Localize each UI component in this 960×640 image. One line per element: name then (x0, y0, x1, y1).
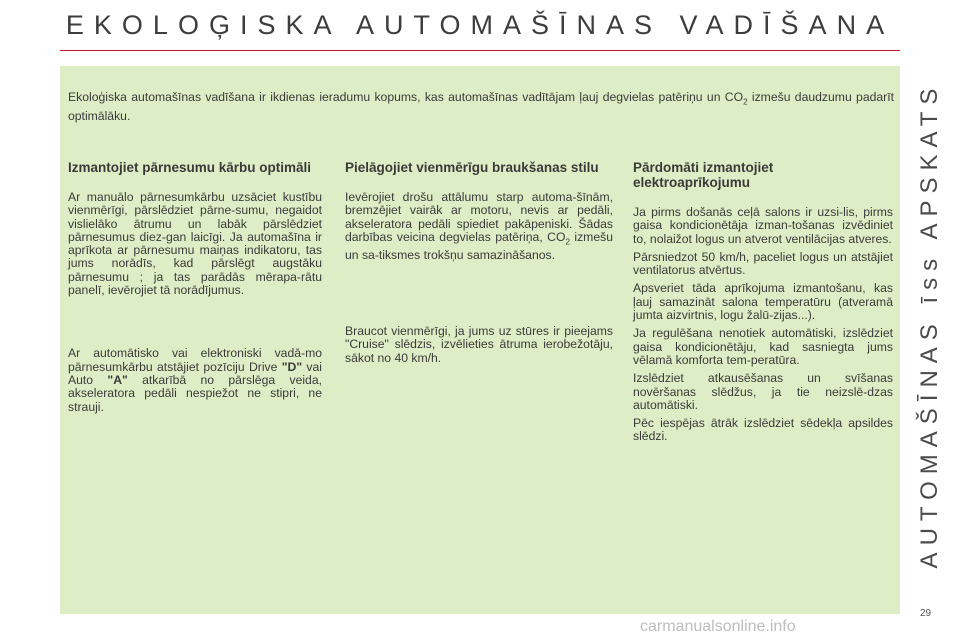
paragraph-windows: Pārsniedzot 50 km/h, paceliet logus un atstājiet ventilatorus atvērtus. (633, 249, 893, 278)
page-number: 29 (920, 608, 932, 619)
heading-gearbox: Izmantojiet pārnesumu kārbu optimāli (68, 160, 312, 175)
paragraph-seat-heating: Pēc iespējas ātrāk izslēdziet sēdekļa apsildes slēdzi. (633, 416, 893, 444)
paragraph-cruise: Braucot vienmērīgi, ja jums uz stūres ir pieejams "Cruise" slēdzis, izvēlieties ātruma ierobežotāju, sākot no 40 km/h. (345, 323, 613, 365)
intro-paragraph: Ekoloģiska automašīnas vadīšana ir ikdienas ieradumu kopums, kas automašīnas vadītājam ļauj degvielas patēriņu un $CO_2$ izmešu daudzumu padarīt optimālāku. (68, 90, 894, 124)
watermark: carmanualsonline.info (640, 618, 796, 635)
column-driving-style (345, 160, 613, 365)
side-tab (906, 60, 954, 590)
paragraph-defrost: Izslēdziet atkausēšanas un svīšanas novēršanas slēdžus, ja tie neizslē-dzas automātiski. (633, 371, 893, 412)
column-electrical-equipment (633, 160, 893, 449)
paragraph-automatic-gearbox: Ar automātisko vai elektroniski vadā-mo pārnesumkārbu atstājiet pozīciju Drive "D" vai Auto "A" atkarībā no pārslēga veida, akseleratora pedāli nespiežot ne stipri, ne strauji. (68, 346, 322, 414)
heading-driving-style: Pielāgojiet vienmērīgu braukšanas stilu (345, 160, 599, 175)
heading-electrical-equipment: Pārdomāti izmantojiet elektroaprīkojumu (633, 160, 774, 190)
title-divider (60, 50, 900, 51)
paragraph-air-conditioning: Ja regulēšana nenotiek automātiski, izslēdziet gaisa kondicionētāju, kad sasniegta jums vēlamā komforta tem-peratūra. (633, 326, 893, 367)
paragraph-ventilate: Ja pirms došanās ceļā salons ir uzsi-lis, pirms gaisa kondicionētāja izman-tošanas izvēdiniet to, nolaižot logus un atverot ventilācijas atveres. (633, 205, 893, 246)
column-gearbox (68, 160, 322, 414)
paragraph-safe-distance: Ievērojiet drošu attālumu starp automa-šīnām, bremzējiet vairāk ar motoru, nevis ar pedāli, akseleratora pedāli spiediet pakāpeniski. Šādas darbības veicina degvielas patēriņa, $CO_2$ izmešu un sa-tiksmes trokšņu samazināšanos. (345, 190, 613, 262)
paragraph-manual-gearbox: Ar manuālo pārnesumkārbu uzsāciet kustību vienmērīgi, pārslēdziet pārne-sumu, negaidot vislielāko ātrumu un labāk pārslēdziet pārnesumus diez-gan laicīgi. Ja automašīna ir aprīkota ar pārnesumu maiņas indikatoru, tas jums norādīs, kad pārslēgt augstāku pārnesumu ; ja tas parādās mērapa-rātu panelī, ievērojiet tā norādījumus. (68, 190, 322, 298)
paragraph-shading: Apsveriet tāda aprīkojuma izmantošanu, kas ļauj samazināt salona temperatūru (atveramā jumta aizvirtnis, logu žalū-zijas...). (633, 281, 893, 323)
side-tab-label: AUTOMAŠĪNAS īss APSKATS (916, 81, 943, 569)
page-title: EKOLOĢISKA AUTOMAŠĪNAS VADĪŠANA (65, 10, 895, 40)
